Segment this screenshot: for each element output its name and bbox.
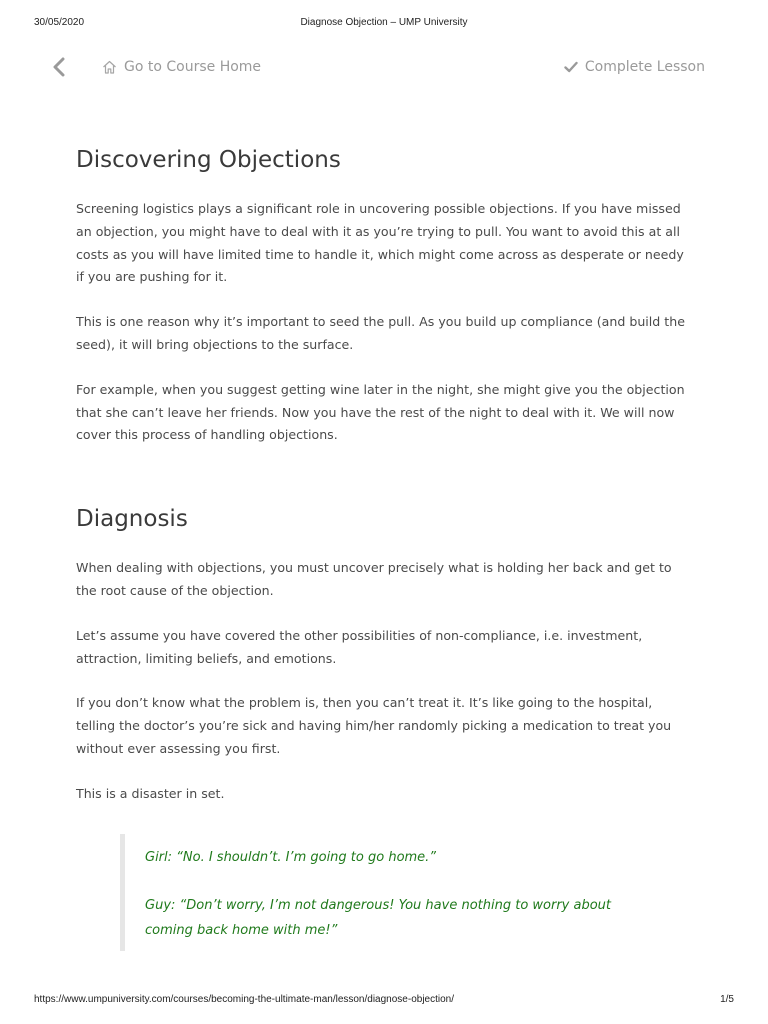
back-button[interactable] bbox=[46, 54, 72, 80]
section-heading-diagnosis: Diagnosis bbox=[76, 506, 188, 533]
paragraph: This is a disaster in set. bbox=[76, 785, 225, 801]
home-icon bbox=[102, 60, 117, 74]
print-header bbox=[34, 17, 734, 31]
quote-line: Guy: “Don’t worry, I’m not dangerous! You have nothing to worry about coming back home with me!” bbox=[145, 898, 612, 938]
print-url: https://www.umpuniversity.com/courses/becoming-the-ultimate-man/lesson/diagnose-objection/ bbox=[34, 994, 455, 1005]
lesson-content bbox=[76, 140, 694, 951]
go-to-course-home-link[interactable] bbox=[102, 52, 261, 82]
complete-lesson-label: Complete Lesson bbox=[584, 59, 705, 75]
paragraph: For example, when you suggest getting wine later in the night, she might give you the objection that she can’t leave her friends. Now you have the rest of the night to deal with it. We will now cover this process of handling objections. bbox=[76, 381, 685, 443]
chevron-left-icon bbox=[52, 57, 66, 77]
print-date: 30/05/2020 bbox=[34, 17, 85, 28]
checkmark-icon bbox=[564, 61, 578, 73]
paragraph: When dealing with objections, you must uncover precisely what is holding her back and get to the root cause of the objection. bbox=[76, 560, 672, 598]
paragraph: Let’s assume you have covered the other possibilities of non-compliance, i.e. investment, attraction, limiting beliefs, and emotions. bbox=[76, 627, 643, 666]
paragraph: If you don’t know what the problem is, then you can’t treat it. It’s like going to the hospital, telling the doctor’s you’re sick and having him/her randomly picking a medication to treat you without ever assessing you first. bbox=[76, 695, 672, 756]
course-home-label: Go to Course Home bbox=[124, 59, 262, 75]
print-page-title: Diagnose Objection – UMP University bbox=[300, 17, 468, 28]
paragraph: Screening logistics plays a significant role in uncovering possible objections. If you have missed an objection, you might have to deal with it as you’re trying to pull. You want to avoid this at all costs as you will have limited time to handle it, which might come across as desperate or needy if you are pushing for it. bbox=[76, 201, 684, 285]
dialogue-quote bbox=[120, 834, 694, 952]
section-heading-discovering-objections: Discovering Objections bbox=[76, 147, 341, 173]
complete-lesson-button[interactable] bbox=[564, 52, 705, 82]
quote-line: Girl: “No. I shouldn’t. I’m going to go home.” bbox=[145, 849, 437, 865]
print-footer bbox=[34, 994, 734, 1008]
print-page-number: 1/5 bbox=[720, 994, 734, 1005]
lesson-nav-bar bbox=[0, 52, 768, 82]
paragraph: This is one reason why it’s important to seed the pull. As you build up compliance (and build the seed), it will bring objections to the surface. bbox=[76, 314, 685, 352]
